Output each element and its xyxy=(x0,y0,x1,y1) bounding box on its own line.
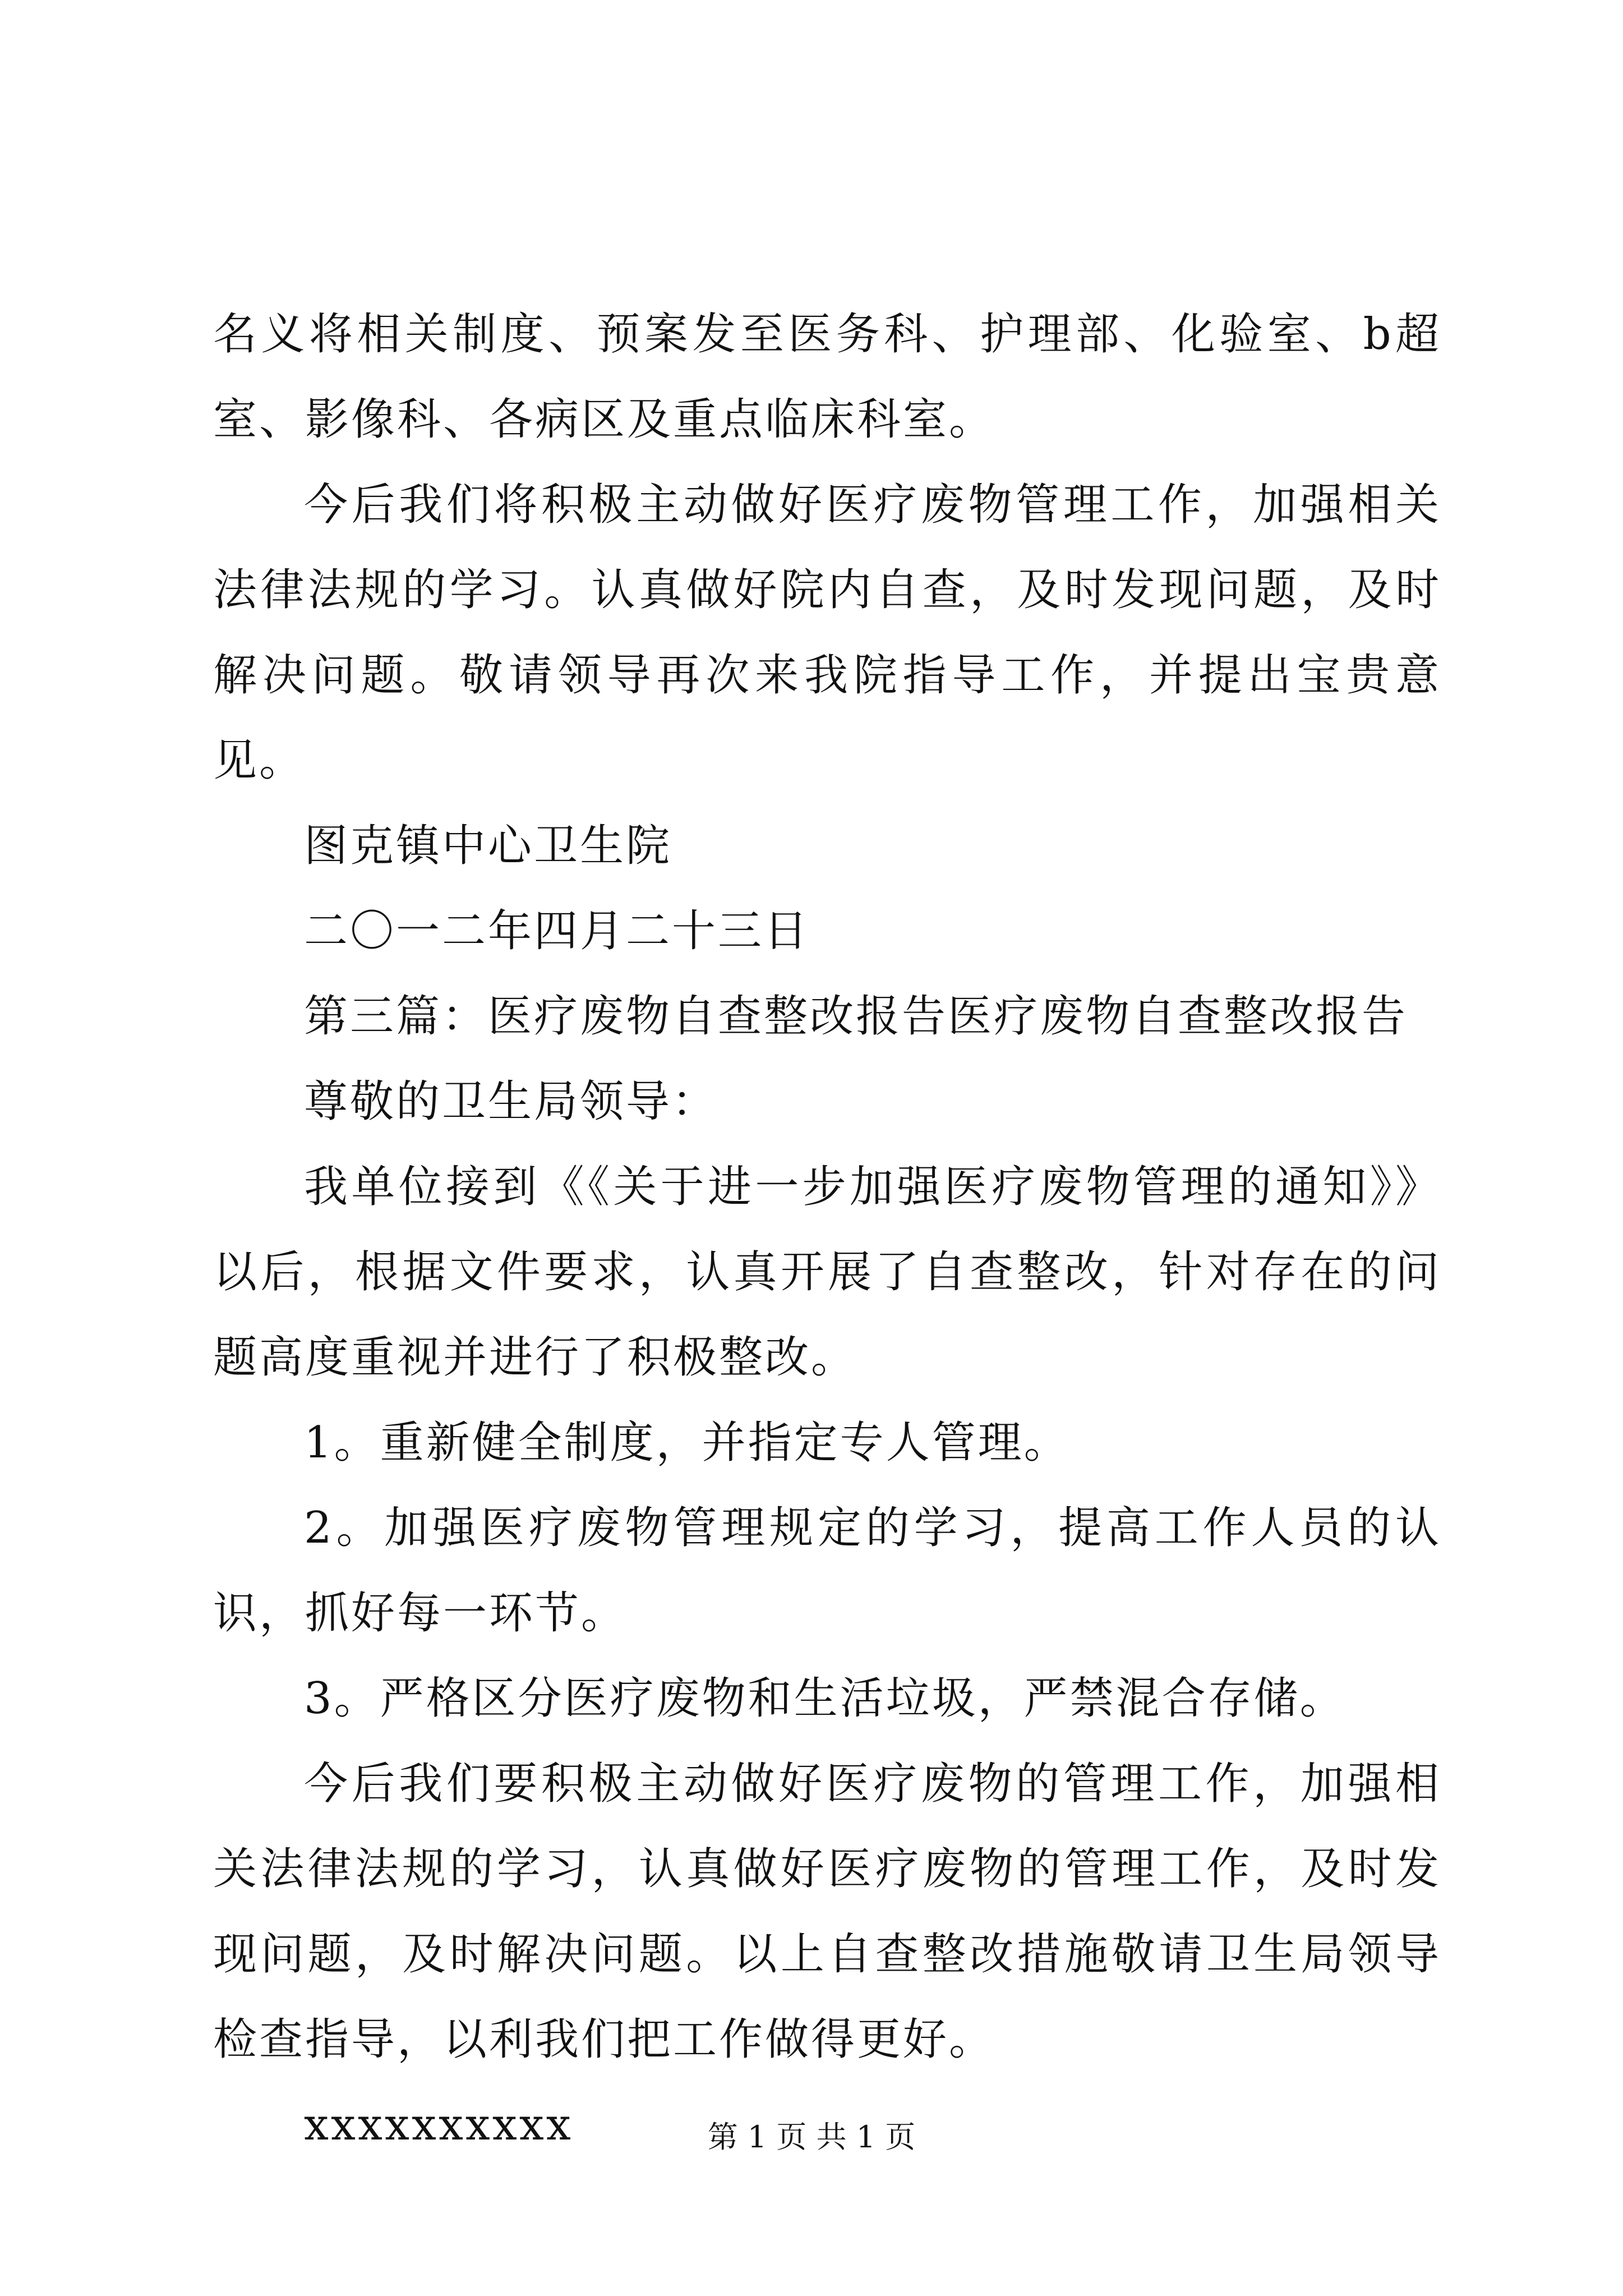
page-number-footer: 第 1 页 共 1 页 xyxy=(707,2119,916,2155)
document-body xyxy=(213,292,1441,2168)
list-item-2: 2。加强医疗废物管理规定的学习，提高工作人员的认识，抓好每一环节。 xyxy=(213,1503,1441,1639)
paragraph-conclusion: 今后我们将积极主动做好医疗废物管理工作，加强相关法律法规的学习。认真做好院内自查，及时发现问题，及时解决问题。敬请领导再次来我院指导工作，并提出宝贵意见。 xyxy=(213,480,1441,786)
paragraph-introduction: 我单位接到《《关于进一步加强医疗废物管理的通知》》以后，根据文件要求，认真开展了自查整改，针对存在的问题高度重视并进行了积极整改。 xyxy=(213,1162,1441,1383)
salutation: 尊敬的卫生局领导： xyxy=(304,1076,718,1127)
signature-placeholder: xxxxxxxxxx xyxy=(304,2100,573,2150)
paragraph-continuation: 名义将相关制度、预案发至医务科、护理部、化验室、b超室、影像科、各病区及重点临床科室。 xyxy=(213,309,1441,445)
list-item-3: 3。严格区分医疗废物和生活垃圾，严禁混合存储。 xyxy=(304,1673,1346,1724)
list-item-1: 1。重新健全制度，并指定专人管理。 xyxy=(304,1418,1070,1468)
section-heading: 第三篇：医疗废物自查整改报告医疗废物自查整改报告 xyxy=(304,991,1408,1042)
signature-date: 二〇一二年四月二十三日 xyxy=(304,906,810,956)
signature-organization: 图克镇中心卫生院 xyxy=(304,821,672,871)
paragraph-closing: 今后我们要积极主动做好医疗废物的管理工作，加强相关法律法规的学习，认真做好医疗废物的管理工作，及时发现问题，及时解决问题。以上自查整改措施敬请卫生局领导检查指导，以利我们把工作做得更好。 xyxy=(213,1759,1441,2065)
